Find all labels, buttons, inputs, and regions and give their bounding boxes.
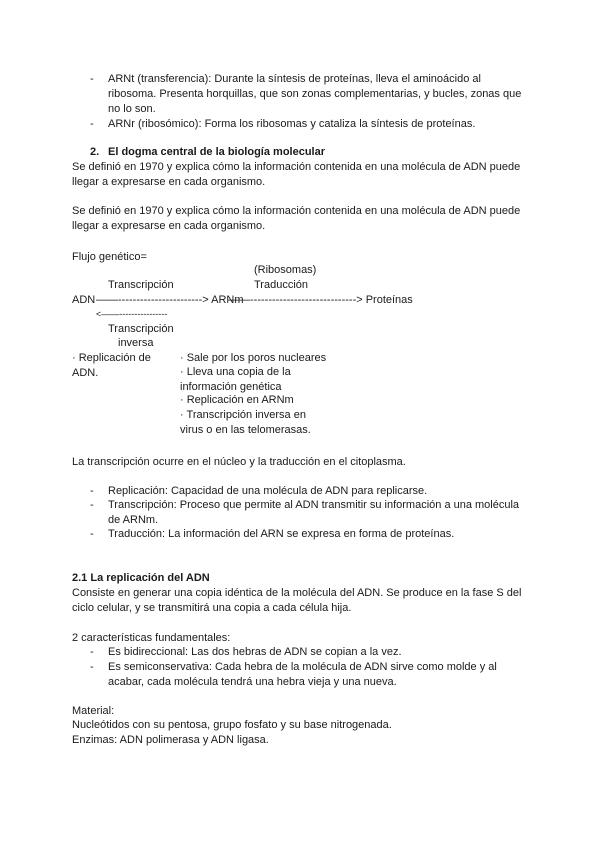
material-line: Enzimas: ADN polimerasa y ADN ligasa. <box>72 734 269 746</box>
material-line: Nucleótidos con su pentosa, grupo fosfato y su base nitrogenada. <box>72 719 392 731</box>
bullet-dash: - <box>90 118 94 130</box>
right-note: · Transcripción inversa en virus o en las telomerasas. <box>180 409 311 436</box>
right-note: · Sale por los poros nucleares <box>180 352 327 364</box>
ribosomas-label: (Ribosomas) <box>254 264 317 276</box>
features-label: 2 características fundamentales: <box>72 632 231 644</box>
back-arrow: <——---------------- <box>96 309 168 319</box>
replicacion-note: · Replicación de ADN. <box>72 352 151 379</box>
bullet-transcripcion: Transcripción: Proceso que permite al ADN transmitir su información a una molécula de ARNm. <box>108 499 520 526</box>
section-number: 2. <box>90 146 100 158</box>
bullet-arnr: ARNr (ribosómico): Forma los ribosomas y cataliza la síntesis de proteínas. <box>108 118 476 130</box>
bullet-bidireccional: Es bidireccional: Las dos hebras de ADN se copian a la vez. <box>108 646 402 658</box>
bullet-dash: - <box>90 73 94 85</box>
adn-label: ADN <box>72 294 96 306</box>
paragraph: Se definió en 1970 y explica cómo la información contenida en una molécula de ADN puede llegar a expresarse en cada organismo. <box>72 205 521 232</box>
bullet-dash: - <box>90 661 94 673</box>
transcripcion-inversa-label: Transcripción <box>108 323 174 335</box>
bullet-replicacion: Replicación: Capacidad de una molécula de ADN para replicarse. <box>108 485 428 497</box>
right-note: · Replicación en ARNm <box>180 394 294 406</box>
traduccion-label: Traducción <box>254 279 309 291</box>
bullet-arnt: ARNt (transferencia): Durante la síntesis de proteínas, lleva el aminoácido al ribosoma. Presenta horquillas, que son zonas complementarias, y bucles, zonas que no lo son. <box>108 73 522 115</box>
transcripcion-label: Transcripción <box>108 279 174 291</box>
bullet-dash: - <box>90 499 94 511</box>
right-note: · Lleva una copia de la información genética <box>180 366 291 393</box>
paragraph: Se definió en 1970 y explica cómo la información contenida en una molécula de ADN puede llegar a expresarse en cada organismo. <box>72 161 521 188</box>
section-title: El dogma central de la biología molecular <box>108 146 325 158</box>
bullet-semiconservativa: Es semiconservativa: Cada hebra de la molécula de ADN sirve como molde y al acabar, cada molécula tendrá una hebra vieja y una nueva. <box>108 661 497 688</box>
bullet-dash: - <box>90 646 94 658</box>
bullet-traduccion: Traducción: La información del ARN se expresa en forma de proteínas. <box>108 528 455 540</box>
paragraph: Consiste en generar una copia idéntica de la molécula del ADN. Se produce en la fase S del ciclo celular, y se transmitirá una copia a cada célula hija. <box>72 587 522 614</box>
section-title: 2.1 La replicación del ADN <box>72 572 210 584</box>
arrow-to-arnm: ——-----------------------> ARNm <box>96 294 244 306</box>
bullet-dash: - <box>90 528 94 540</box>
bullet-dash: - <box>90 485 94 497</box>
material-label: Material: <box>72 705 115 717</box>
paragraph: La transcripción ocurre en el núcleo y la traducción en el citoplasma. <box>72 456 406 468</box>
arrow-to-proteinas: ——-----------------------------> Proteínas <box>228 294 413 306</box>
transcripcion-inversa-label: inversa <box>118 337 154 349</box>
flow-label: Flujo genético= <box>72 251 147 263</box>
